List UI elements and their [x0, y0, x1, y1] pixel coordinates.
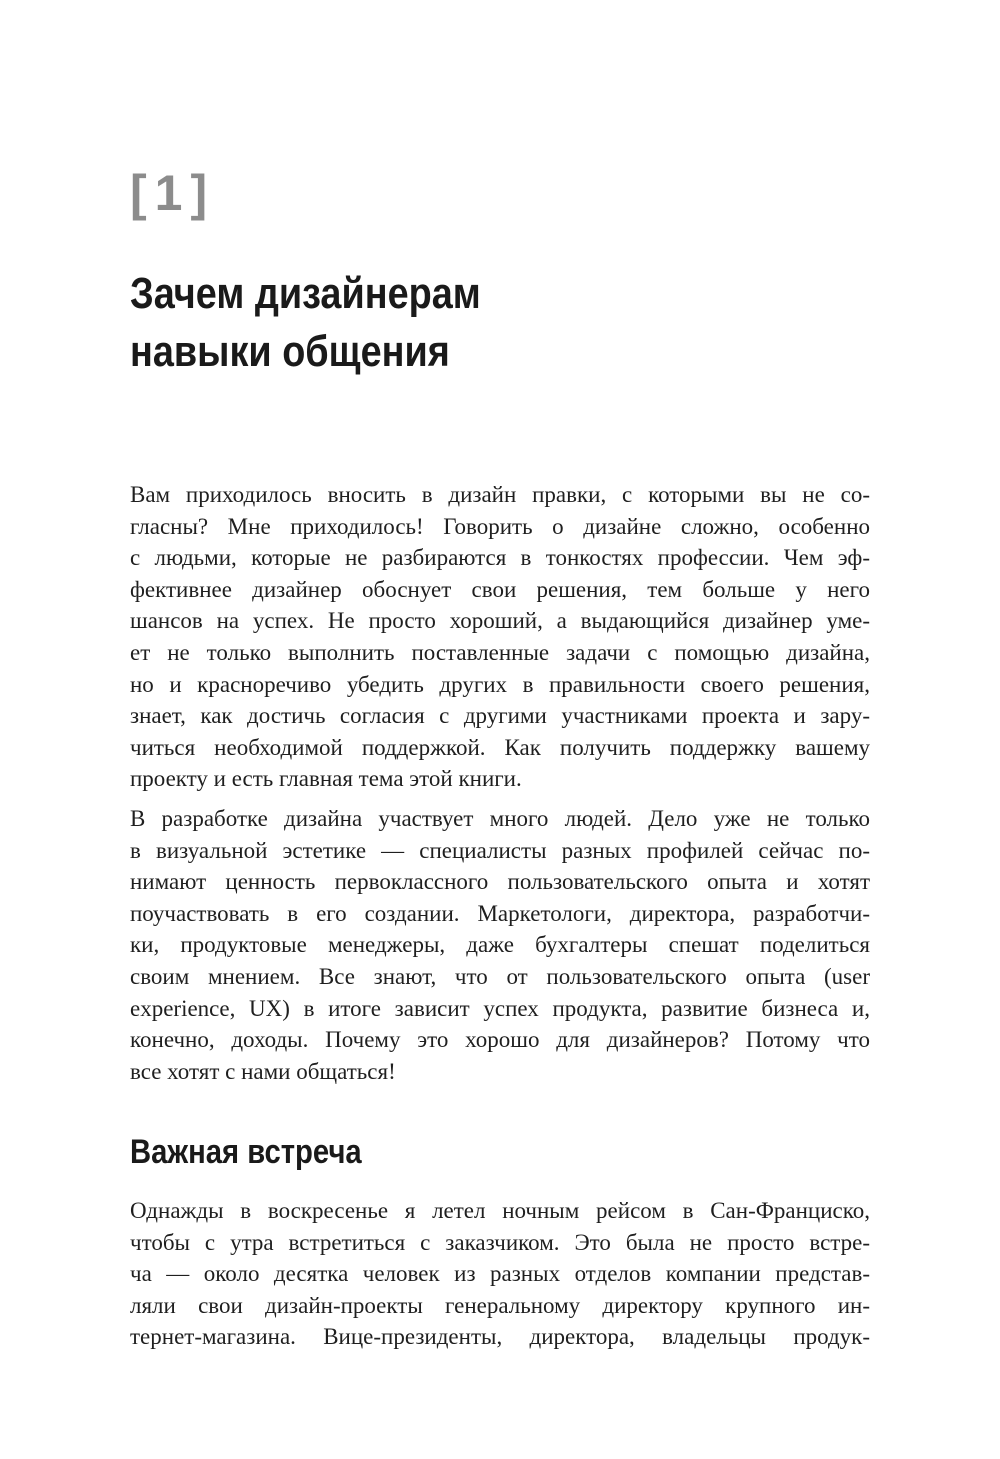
text-line: с людьми, которые не разбираются в тонкостях профессии. Чем эф- — [130, 545, 870, 571]
text-line: своим мнением. Все знают, что от пользовательского опыта (user — [130, 963, 870, 989]
text-line: конечно, доходы. Почему это хорошо для дизайнеров? Потому что — [130, 1027, 870, 1053]
text-line: чтобы с утра встретиться с заказчиком. Это была не просто встре- — [130, 1229, 870, 1255]
text-line: шансов на успех. Не просто хороший, а выдающийся дизайнер уме- — [130, 608, 870, 634]
text-line: Вам приходилось вносить в дизайн правки, с которыми вы не со- — [130, 482, 870, 507]
text-line: experience, UX) в итоге зависит успех продукта, развитие бизнеса и, — [130, 995, 870, 1021]
text-line: ет не только выполнить поставленные задачи с помощью дизайна, — [130, 639, 870, 665]
text-line: поучаствовать в его создании. Маркетологи, директора, разработчи- — [130, 900, 870, 926]
chapter-title-line: навыки общения — [130, 327, 450, 376]
text-line: читься необходимой поддержкой. Как получить поддержку вашему — [130, 734, 870, 760]
section-heading: Важная встреча — [130, 1133, 362, 1171]
intro-paragraph-1 — [130, 479, 870, 795]
text-line: Однажды в воскресенье я летел ночным рейсом в Сан-Франциско, — [130, 1198, 870, 1223]
text-line: нимают ценность первоклассного пользовательского опыта и хотят — [130, 869, 870, 895]
chapter-number: [1] — [130, 165, 216, 221]
text-line: ки, продуктовые менеджеры, даже бухгалтеры спешат поделиться — [130, 932, 870, 958]
chapter-title — [130, 265, 784, 381]
text-line: фективнее дизайнер обоснует свои решения, тем больше у него — [130, 576, 870, 602]
text-line: ляли свои дизайн-проекты генеральному директору крупного ин- — [130, 1292, 870, 1318]
text-line: но и красноречиво убедить других в правильности своего решения, — [130, 671, 870, 697]
section-paragraph-1 — [130, 1195, 870, 1353]
text-line: знает, как достичь согласия с другими участниками проекта и зару- — [130, 703, 870, 729]
intro-paragraph-2 — [130, 803, 870, 1087]
text-line: В разработке дизайна участвует много людей. Дело уже не только — [130, 806, 870, 831]
text-line: в визуальной эстетике — специалисты разных профилей сейчас по- — [130, 837, 870, 863]
chapter-title-line: Зачем дизайнерам — [130, 269, 481, 318]
text-line: тернет-магазина. Вице-президенты, директора, владельцы продук- — [130, 1324, 870, 1350]
text-line: гласны? Мне приходилось! Говорить о дизайне сложно, особенно — [130, 513, 870, 539]
text-line: ча — около десятка человек из разных отделов компании представ- — [130, 1261, 870, 1287]
text-line: все хотят с нами общаться! — [130, 1058, 396, 1084]
text-line: проекту и есть главная тема этой книги. — [130, 766, 522, 792]
